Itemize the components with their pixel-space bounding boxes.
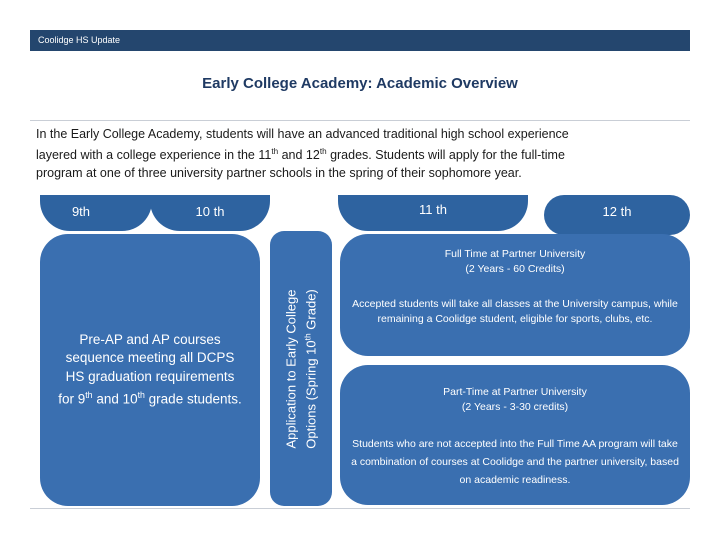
part-time-heading: Part-Time at Partner University (443, 386, 587, 398)
header-bar (30, 30, 690, 51)
intro-sup: th (271, 147, 279, 156)
application-text (282, 239, 319, 499)
divider-bottom (30, 508, 690, 509)
hs-courses-part: Pre-AP and AP courses sequence meeting all DCPS HS graduation requirements for 9 (58, 331, 235, 407)
divider-top (30, 120, 690, 121)
full-time-subheading: (2 Years - 60 Credits) (465, 263, 565, 275)
hs-courses-box (40, 234, 260, 506)
part-time-body: Students who are not accepted into the Full Time AA program will take a combination of courses at Coolidge and the partner university, based on academic readiness. (351, 438, 679, 486)
intro-text: grades. Students will apply for the full-time (326, 148, 565, 163)
intro-sup: th (319, 147, 327, 156)
intro-line-3: program at one of three university partner schools in the spring of their sophomore year. (36, 166, 522, 181)
full-time-body: Accepted students will take all classes at the University campus, while remaining a Coolidge student, eligible for sports, clubs, etc. (352, 298, 678, 325)
application-part: Options (Spring 10 (303, 339, 319, 449)
hs-courses-part: grade students. (144, 391, 242, 407)
grade-9-tab: 9th (40, 195, 152, 231)
intro-line-1: In the Early College Academy, students will have an advanced traditional high school experience (36, 127, 569, 141)
header-label: Coolidge HS Update (38, 35, 121, 45)
application-line-2 (299, 239, 319, 499)
grade-12-tab: 12 th (544, 195, 690, 235)
intro-line-2 (36, 143, 686, 164)
page-title: Early College Academy: Academic Overview (202, 75, 518, 92)
application-part: Grade) (303, 288, 319, 333)
hs-courses-sup: th (85, 390, 93, 401)
full-time-box (340, 234, 690, 356)
intro-text: and 12 (278, 148, 320, 163)
part-time-heading-block (340, 385, 690, 415)
hs-courses-part: and 10 (92, 391, 138, 407)
part-time-box (340, 365, 690, 505)
grade-10-tab: 10 th (150, 195, 270, 231)
full-time-heading-block (340, 247, 690, 277)
grade-11-tab: 11 th (338, 195, 528, 231)
application-box (270, 231, 332, 506)
intro-text: layered with a college experience in the 11 (36, 148, 272, 163)
application-line-1: Application to Early College (283, 289, 299, 448)
hs-courses-sup: th (137, 390, 145, 401)
intro-paragraph (36, 125, 686, 182)
part-time-subheading: (2 Years - 3-30 credits) (461, 401, 569, 413)
application-sup: th (302, 332, 313, 340)
full-time-heading: Full Time at Partner University (444, 248, 586, 260)
hs-courses-text (58, 331, 243, 410)
